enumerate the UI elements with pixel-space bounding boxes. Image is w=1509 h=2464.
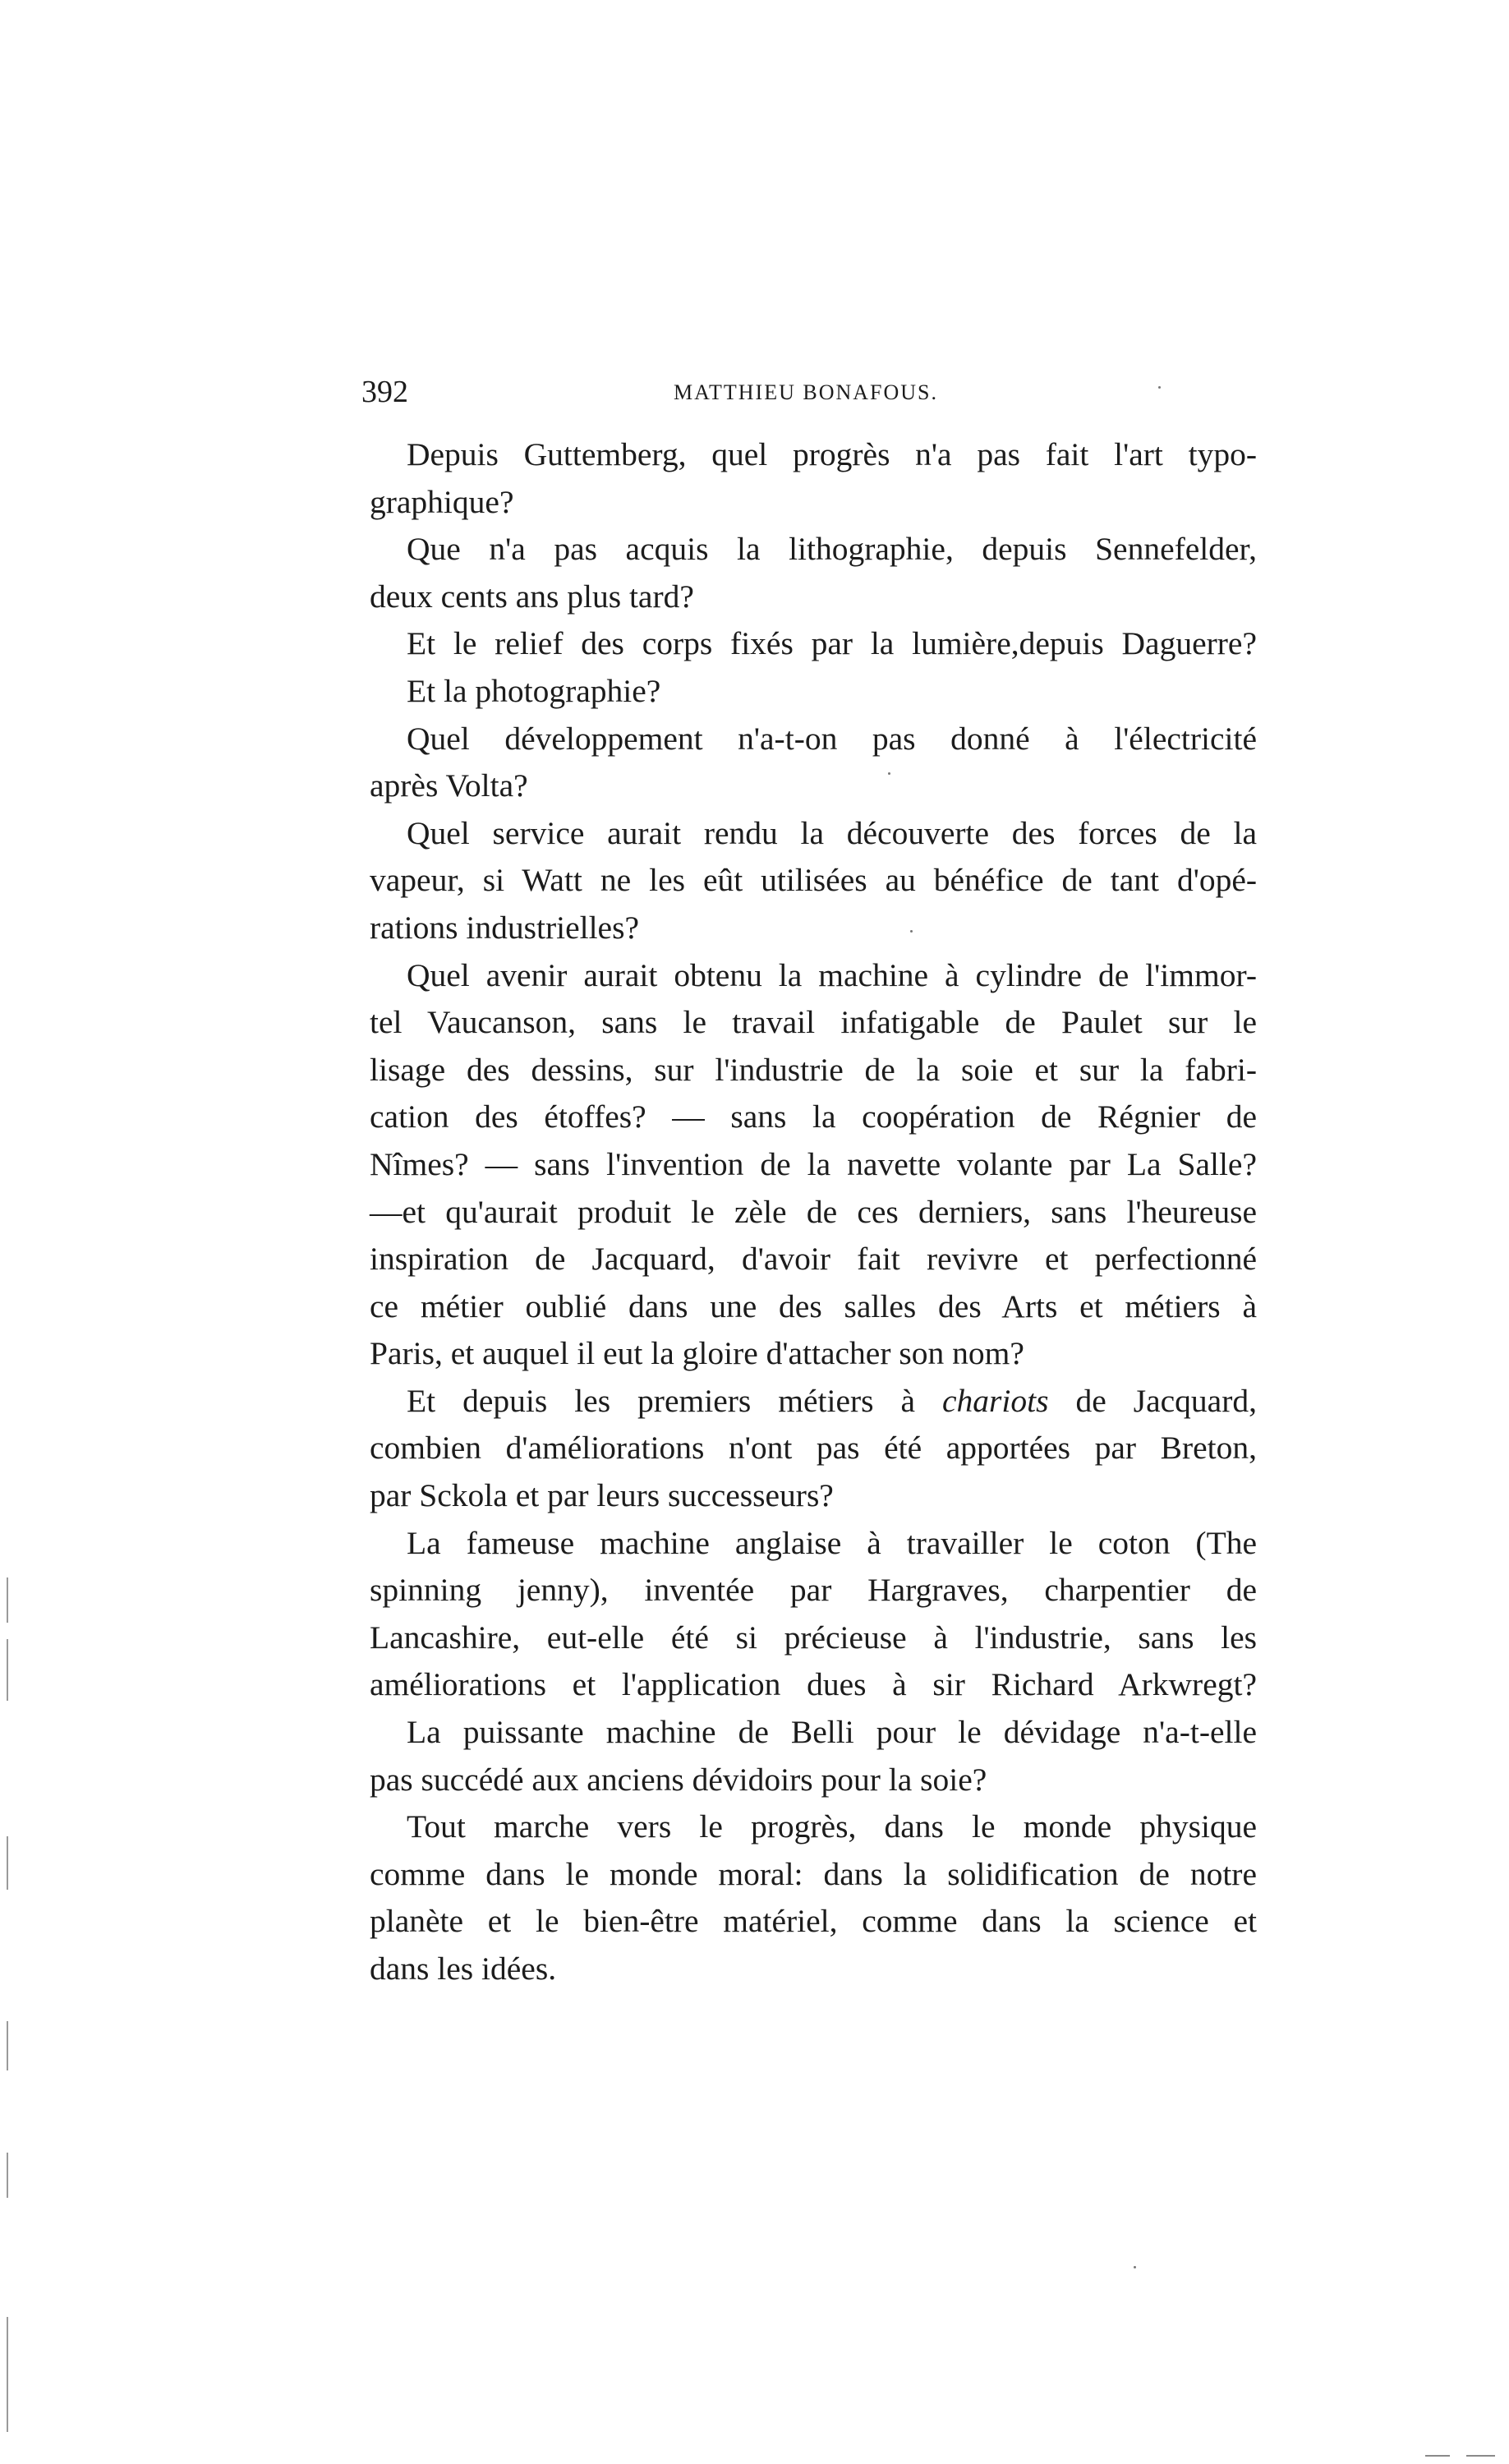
scan-corner-mark: [1425, 2455, 1450, 2457]
text-line: La puissante machine de Belli pour le dévidage n'a-t-elle: [407, 1714, 1257, 1751]
text-line: vapeur, si Watt ne les eût utilisées au bénéfice de tant d'opé-: [370, 862, 1257, 899]
scan-margin-mark: [7, 2153, 8, 2198]
text-line: pas succédé aux anciens dévidoirs pour la soie?: [370, 1761, 987, 1798]
text-line: Nîmes? — sans l'invention de la navette volante par La Salle?: [370, 1145, 1257, 1182]
text-line: Et le relief des corps fixés par la lumière,depuis Daguerre?: [407, 625, 1257, 662]
text-line: Quel développement n'a-t-on pas donné à l'électricité: [407, 720, 1257, 757]
text-line: après Volta?: [370, 767, 528, 804]
scan-margin-mark: [7, 1639, 8, 1701]
text-line: inspiration de Jacquard, d'avoir fait revivre et perfectionné: [370, 1241, 1257, 1278]
text-line: dans les idées.: [370, 1950, 557, 1987]
text-line: planète et le bien-être matériel, comme dans la science et: [370, 1903, 1257, 1940]
text-run: Et depuis les premiers métiers à: [407, 1382, 943, 1419]
text-line: améliorations et l'application dues à sir Richard Arkwregt?: [370, 1666, 1257, 1703]
text-line: cation des étoffes? — sans la coopération de Régnier de: [370, 1098, 1257, 1135]
text-line: combien d'améliorations n'ont pas été apportées par Breton,: [370, 1430, 1257, 1467]
text-line: Depuis Guttemberg, quel progrès n'a pas fait l'art typo-: [407, 436, 1257, 472]
running-head: MATTHIEU BONAFOUS.: [674, 380, 939, 404]
text-line: Quel service aurait rendu la découverte des forces de la: [407, 814, 1257, 851]
text-line: Que n'a pas acquis la lithographie, depuis Sennefelder,: [407, 531, 1257, 568]
text-line: Quel avenir aurait obtenu la machine à cylindre de l'immor-: [407, 956, 1257, 993]
text-line: lisage des dessins, sur l'industrie de la soie et sur la fabri-: [370, 1051, 1257, 1088]
text-line: [370, 1378, 1257, 1425]
scan-margin-mark: [7, 2021, 8, 2070]
text-line: Et la photographie?: [407, 672, 661, 709]
text-line: rations industrielles?: [370, 909, 639, 946]
scan-speck: [1158, 386, 1161, 389]
text-line: deux cents ans plus tard?: [370, 578, 694, 615]
scan-speck: [1134, 2266, 1136, 2268]
text-line: comme dans le monde moral: dans la solidification de notre: [370, 1855, 1257, 1892]
text-line: —et qu'aurait produit le zèle de ces derniers, sans l'heureuse: [370, 1193, 1257, 1230]
scan-margin-mark: [7, 1577, 8, 1623]
scan-speck: [910, 930, 913, 933]
text-line: Tout marche vers le progrès, dans le monde physique: [407, 1808, 1257, 1845]
scan-margin-mark: [7, 2317, 8, 2432]
text-run: de Jacquard,: [1048, 1382, 1257, 1419]
text-line: spinning jenny), inventée par Hargraves, charpentier de: [370, 1572, 1257, 1609]
scan-margin-mark: [7, 1836, 8, 1890]
page-header: [361, 374, 1257, 415]
italic-text-run: chariots: [942, 1382, 1049, 1419]
scan-corner-mark: [1466, 2455, 1495, 2457]
text-line: ce métier oublié dans une des salles des Arts et métiers à: [370, 1287, 1257, 1324]
page-number: 392: [361, 375, 408, 409]
text-line: Lancashire, eut-elle été si précieuse à l'industrie, sans les: [370, 1619, 1257, 1656]
body-text: [370, 431, 1257, 1993]
text-line: par Sckola et par leurs successeurs?: [370, 1477, 834, 1514]
text-line: La fameuse machine anglaise à travailler le coton (The: [407, 1524, 1257, 1561]
scan-speck: [888, 772, 890, 775]
text-line: Paris, et auquel il eut la gloire d'attacher son nom?: [370, 1335, 1024, 1372]
text-line: tel Vaucanson, sans le travail infatigable de Paulet sur le: [370, 1004, 1257, 1041]
text-line: graphique?: [370, 483, 514, 520]
